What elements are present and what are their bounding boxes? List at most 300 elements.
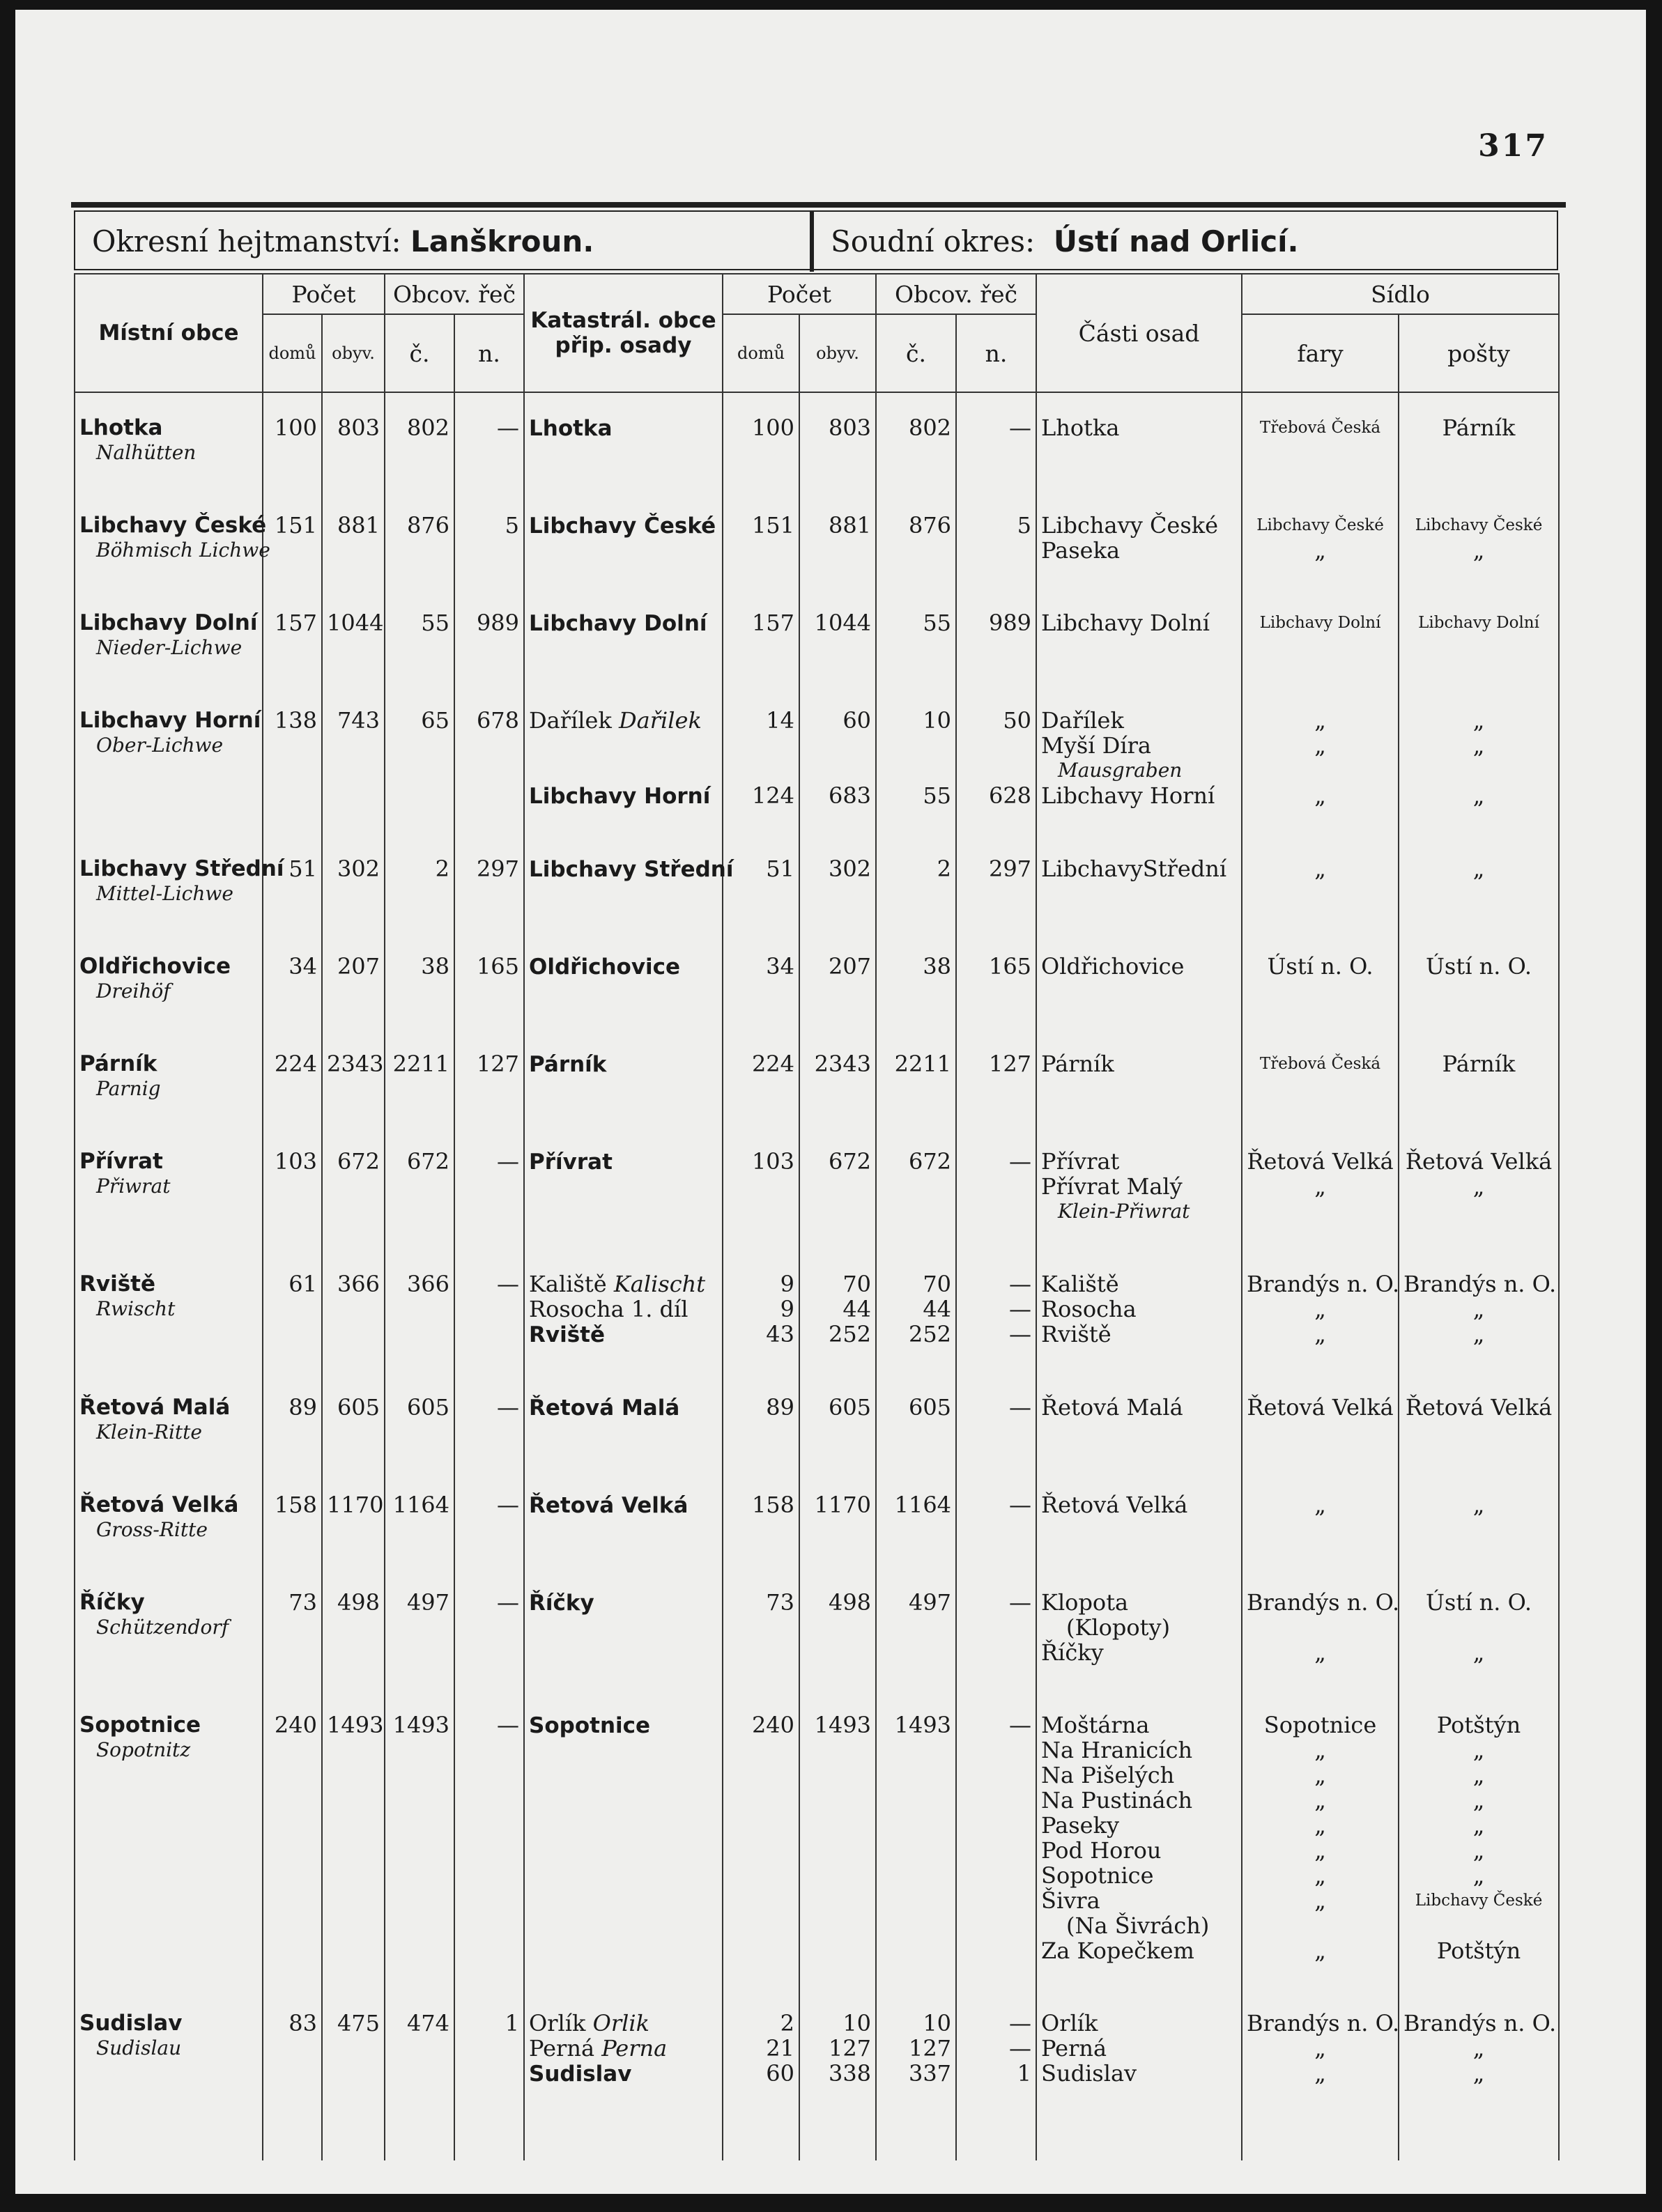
cadastral-de bbox=[956, 1568, 1036, 1690]
municipality-name: Libchavy Dolní bbox=[79, 610, 258, 635]
table-row bbox=[75, 931, 1559, 1029]
municipality-cz bbox=[385, 834, 454, 931]
cadastral-line bbox=[529, 1271, 718, 1297]
cadastral-de-value: 5 bbox=[1017, 512, 1032, 539]
part-name: Sopotnice bbox=[1041, 1862, 1154, 1889]
municipality-de bbox=[454, 686, 524, 834]
seat-post-value: „ bbox=[1472, 1492, 1485, 1518]
col-language-2: Obcov. řeč bbox=[876, 274, 1036, 314]
municipality-inhabitants-value: 605 bbox=[337, 1394, 380, 1421]
municipality-cell bbox=[75, 1568, 263, 1690]
cadastral-de bbox=[956, 1029, 1036, 1127]
cadastral-line bbox=[529, 954, 718, 980]
cadastral-line bbox=[529, 2061, 718, 2087]
cadastral-name: Sudislav bbox=[529, 2062, 632, 2087]
seat-parish-value: „ bbox=[1314, 707, 1326, 734]
municipality-name: Oldřichovice bbox=[79, 954, 231, 979]
municipality-cz-value: 55 bbox=[421, 610, 450, 636]
cadastral-cz-value: 55 bbox=[923, 610, 952, 636]
cadastral-cz-value: 802 bbox=[908, 415, 952, 441]
municipality-houses-value: 224 bbox=[274, 1051, 317, 1077]
part-name: Řetová Malá bbox=[1041, 1394, 1183, 1421]
municipality-table bbox=[74, 273, 1560, 2160]
part-name: Říčky bbox=[1041, 1639, 1104, 1666]
cadastral-cell bbox=[524, 1470, 723, 1568]
municipality-inhabitants-value: 207 bbox=[337, 953, 380, 980]
part-name: Paseky bbox=[1041, 1812, 1120, 1839]
cadastral-houses-value: 124 bbox=[751, 782, 795, 809]
cadastral-cz bbox=[876, 392, 956, 490]
col-parts: Části osad bbox=[1036, 274, 1242, 392]
table-row bbox=[75, 1127, 1559, 1249]
seat-parish-value bbox=[1247, 1615, 1394, 1640]
seat-post-value bbox=[1403, 1615, 1554, 1640]
cadastral-name: Libchavy České bbox=[529, 513, 716, 539]
municipality-cz bbox=[385, 1568, 454, 1690]
cadastral-inhabitants bbox=[799, 1988, 876, 2112]
parts-cell bbox=[1036, 1988, 1242, 2112]
municipality-de-value: 297 bbox=[476, 856, 520, 882]
seat-parish bbox=[1242, 1127, 1399, 1249]
cadastral-houses-value bbox=[728, 733, 794, 758]
municipality-german-name: Gross-Ritte bbox=[96, 1518, 208, 1541]
cadastral-name: Dařílek bbox=[529, 707, 612, 734]
spacer-cell bbox=[454, 2112, 524, 2160]
seat-parish-value: „ bbox=[1314, 1938, 1326, 1964]
municipality-houses-value: 157 bbox=[274, 610, 317, 636]
col-local-municipalities: Místní obce bbox=[75, 274, 263, 392]
municipality-cell bbox=[75, 490, 270, 588]
cadastral-name: Sopotnice bbox=[529, 1713, 651, 1738]
cadastral-line bbox=[529, 610, 718, 636]
cadastral-cz bbox=[876, 1127, 956, 1249]
spacer-cell bbox=[1036, 2112, 1242, 2160]
municipality-de-value: 989 bbox=[476, 610, 520, 636]
cadastral-houses bbox=[723, 834, 799, 931]
municipality-houses bbox=[263, 490, 322, 588]
part-name: Moštárna bbox=[1041, 1712, 1150, 1738]
seat-parish-value: „ bbox=[1314, 856, 1326, 882]
seat-parish-value: „ bbox=[1314, 1173, 1326, 1200]
municipality-cell bbox=[75, 931, 263, 1029]
municipality-de-value: 165 bbox=[476, 953, 520, 980]
seat-post bbox=[1399, 1470, 1559, 1568]
cadastral-cz bbox=[876, 1470, 956, 1568]
seat-post-value: Řetová Velká bbox=[1405, 1148, 1553, 1175]
municipality-cell bbox=[75, 686, 263, 834]
cadastral-inhabitants bbox=[799, 588, 876, 686]
seat-post-value bbox=[1403, 1199, 1554, 1224]
seat-post-value: Libchavy České bbox=[1415, 516, 1543, 534]
seat-parish-value: Sopotnice bbox=[1263, 1712, 1377, 1738]
cadastral-de bbox=[956, 490, 1036, 588]
col-german: n. bbox=[454, 314, 524, 392]
col-post: pošty bbox=[1399, 314, 1559, 392]
cadastral-line bbox=[529, 415, 718, 441]
municipality-cz bbox=[385, 686, 454, 834]
seat-parish-value bbox=[1247, 758, 1394, 783]
cadastral-inhabitants bbox=[799, 1568, 876, 1690]
seat-post-value: Libchavy Dolní bbox=[1418, 614, 1539, 632]
municipality-inhabitants bbox=[322, 1470, 385, 1568]
parts-cell bbox=[1036, 490, 1242, 588]
municipality-de-value: — bbox=[497, 1589, 520, 1616]
municipality-inhabitants bbox=[322, 490, 385, 588]
part-name: Sudislav bbox=[1041, 2060, 1137, 2087]
cadastral-houses bbox=[723, 931, 799, 1029]
cadastral-cz-value: 38 bbox=[923, 953, 952, 980]
cadastral-cz-value: 70 bbox=[923, 1271, 952, 1297]
municipality-de-value: — bbox=[497, 1492, 520, 1518]
municipality-name: Libchavy České bbox=[79, 513, 267, 538]
cadastral-cz bbox=[876, 1988, 956, 2112]
seat-parish bbox=[1242, 834, 1399, 931]
municipality-cell bbox=[75, 1470, 263, 1568]
cadastral-de-value: 165 bbox=[988, 953, 1032, 980]
municipality-de bbox=[454, 1568, 524, 1690]
part-name: Perná bbox=[1041, 2035, 1107, 2062]
cadastral-line bbox=[529, 2036, 718, 2061]
cadastral-inhabitants bbox=[799, 1690, 876, 1988]
header-divider bbox=[810, 212, 814, 272]
cadastral-de bbox=[956, 588, 1036, 686]
cadastral-houses bbox=[723, 686, 799, 834]
municipality-houses-value: 100 bbox=[274, 415, 317, 441]
spacer-cell bbox=[524, 2112, 723, 2160]
municipality-de bbox=[454, 1249, 524, 1372]
cadastral-name: Oldřichovice bbox=[529, 954, 681, 980]
cadastral-inhabitants-value bbox=[804, 758, 871, 783]
cadastral-line bbox=[529, 1149, 718, 1175]
cadastral-cell bbox=[524, 1988, 723, 2112]
seat-parish-value: „ bbox=[1314, 1837, 1326, 1864]
seat-parish bbox=[1242, 1372, 1399, 1470]
cadastral-inhabitants-value: 2343 bbox=[814, 1051, 872, 1077]
municipality-houses-value: 103 bbox=[274, 1148, 317, 1175]
seat-post-value: „ bbox=[1472, 1762, 1485, 1788]
part-name: Klopota bbox=[1041, 1589, 1129, 1616]
cadastral-inhabitants bbox=[799, 834, 876, 931]
cadastral-cz bbox=[876, 490, 956, 588]
seat-parish-value: Brandýs n. O. bbox=[1247, 1271, 1400, 1297]
municipality-inhabitants-value: 803 bbox=[337, 415, 380, 441]
seat-parish-value: „ bbox=[1314, 1862, 1326, 1889]
municipality-german-name: Nieder-Lichwe bbox=[96, 636, 243, 659]
cadastral-line bbox=[529, 1395, 718, 1421]
seat-parish-value: „ bbox=[1314, 1321, 1326, 1347]
seat-post-value: „ bbox=[1472, 1862, 1485, 1889]
seat-post bbox=[1399, 490, 1559, 588]
municipality-name: Sudislav bbox=[79, 2011, 183, 2036]
municipality-inhabitants bbox=[322, 834, 385, 931]
parts-cell bbox=[1036, 1029, 1242, 1127]
part-name: Myší Díra bbox=[1041, 732, 1151, 759]
seat-post-value: „ bbox=[1472, 1296, 1485, 1322]
cadastral-inhabitants-value: 60 bbox=[842, 707, 872, 734]
seat-post-value: „ bbox=[1472, 1737, 1485, 1763]
municipality-de bbox=[454, 1372, 524, 1470]
part-name: LibchavyStřední bbox=[1041, 856, 1227, 882]
cadastral-cell bbox=[524, 1372, 723, 1470]
cadastral-de-value: 628 bbox=[988, 782, 1032, 809]
cadastral-de-value: 1 bbox=[1017, 2060, 1032, 2087]
part-name: Paseka bbox=[1041, 537, 1121, 564]
seat-post bbox=[1399, 1690, 1559, 1988]
seat-post bbox=[1399, 1249, 1559, 1372]
cadastral-cz-value: 44 bbox=[923, 1296, 952, 1322]
cadastral-de bbox=[956, 1127, 1036, 1249]
seat-parish bbox=[1242, 1029, 1399, 1127]
municipality-inhabitants bbox=[322, 686, 385, 834]
part-name: Přívrat bbox=[1041, 1148, 1120, 1175]
parts-cell bbox=[1036, 588, 1242, 686]
seat-parish-value: „ bbox=[1314, 1762, 1326, 1788]
municipality-cz-value: 366 bbox=[406, 1271, 450, 1297]
municipality-german-name: Schützendorf bbox=[96, 1616, 229, 1639]
municipality-german-name: Dreihöf bbox=[96, 980, 171, 1003]
seat-parish-value: „ bbox=[1314, 1737, 1326, 1763]
cadastral-de-value: 127 bbox=[988, 1051, 1032, 1077]
municipality-cz-value: 2211 bbox=[392, 1051, 450, 1077]
seat-parish bbox=[1242, 1249, 1399, 1372]
municipality-houses-value: 34 bbox=[288, 953, 317, 980]
cadastral-cz-value: 10 bbox=[923, 707, 952, 734]
municipality-de-value: 678 bbox=[476, 707, 520, 734]
municipality-de-value: 5 bbox=[505, 512, 520, 539]
municipality-german-name: Nalhütten bbox=[96, 441, 197, 464]
part-name: Oldřichovice bbox=[1041, 953, 1185, 980]
cadastral-inhabitants-value: 683 bbox=[828, 782, 872, 809]
spacer-cell bbox=[263, 2112, 322, 2160]
municipality-inhabitants bbox=[322, 1568, 385, 1690]
municipality-cz-value: 497 bbox=[406, 1589, 450, 1616]
table-row bbox=[75, 1029, 1559, 1127]
municipality-inhabitants bbox=[322, 588, 385, 686]
cadastral-cz-value bbox=[881, 733, 951, 758]
seat-parish-value: „ bbox=[1314, 1787, 1326, 1813]
seat-post bbox=[1399, 834, 1559, 931]
part-name: (Na Šivrách) bbox=[1066, 1912, 1210, 1939]
cadastral-de-value bbox=[961, 758, 1031, 783]
cadastral-cell bbox=[524, 931, 723, 1029]
cadastral-cell bbox=[524, 1029, 723, 1127]
col-parish: fary bbox=[1242, 314, 1399, 392]
cadastral-inhabitants-value bbox=[804, 733, 871, 758]
part-name: Na Hranicích bbox=[1041, 1737, 1193, 1763]
cadastral-houses-value: 103 bbox=[751, 1148, 795, 1175]
parts-cell bbox=[1036, 686, 1242, 834]
cadastral-inhabitants bbox=[799, 931, 876, 1029]
municipality-name: Říčky bbox=[79, 1590, 145, 1615]
cadastral-line bbox=[529, 1322, 718, 1347]
cadastral-houses-value bbox=[728, 758, 794, 783]
cadastral-inhabitants-value: 302 bbox=[828, 856, 872, 882]
district-header bbox=[92, 224, 594, 258]
cadastral-cz-value: 1164 bbox=[894, 1492, 952, 1518]
municipality-german-name: Sopotnitz bbox=[96, 1738, 191, 1761]
municipality-cz bbox=[385, 1249, 454, 1372]
seat-post-value bbox=[1403, 1913, 1554, 1938]
cadastral-houses-value: 21 bbox=[766, 2035, 795, 2062]
municipality-de bbox=[454, 1029, 524, 1127]
part-name: Přívrat Malý bbox=[1041, 1173, 1183, 1200]
cadastral-houses-value: 89 bbox=[766, 1394, 795, 1421]
municipality-de bbox=[454, 1127, 524, 1249]
cadastral-inhabitants bbox=[799, 392, 876, 490]
municipality-cz-value: 1493 bbox=[392, 1712, 450, 1738]
municipality-houses bbox=[263, 1690, 322, 1988]
municipality-cell bbox=[75, 1372, 263, 1470]
cadastral-name: Orlík bbox=[529, 2010, 586, 2036]
cadastral-de-value: — bbox=[1009, 1271, 1032, 1297]
municipality-german-name: Böhmisch Lichwe bbox=[96, 539, 270, 562]
seat-parish-value: „ bbox=[1314, 2035, 1326, 2062]
part-name: Libchavy Horní bbox=[1041, 782, 1215, 809]
part-name: Lhotka bbox=[1041, 415, 1120, 441]
top-rule bbox=[71, 202, 1566, 208]
seat-post bbox=[1399, 588, 1559, 686]
cadastral-cz bbox=[876, 834, 956, 931]
cadastral-name: Párník bbox=[529, 1052, 607, 1077]
municipality-inhabitants bbox=[322, 1690, 385, 1988]
parts-cell bbox=[1036, 1249, 1242, 1372]
cadastral-name: Libchavy Horní bbox=[529, 784, 711, 809]
cadastral-inhabitants-value: 1044 bbox=[814, 610, 872, 636]
part-name: Orlík bbox=[1041, 2010, 1098, 2036]
col-houses-2: domů bbox=[723, 314, 799, 392]
municipality-cz bbox=[385, 1988, 454, 2112]
cadastral-inhabitants-value: 44 bbox=[842, 1296, 872, 1322]
municipality-german-name: Sudislau bbox=[96, 2036, 182, 2059]
municipality-de bbox=[454, 834, 524, 931]
municipality-cz bbox=[385, 1470, 454, 1568]
municipality-cz bbox=[385, 1127, 454, 1249]
header-row-1 bbox=[75, 274, 1559, 314]
cadastral-inhabitants-value: 1170 bbox=[814, 1492, 872, 1518]
municipality-inhabitants-value: 672 bbox=[337, 1148, 380, 1175]
cadastral-de-value: — bbox=[1009, 415, 1032, 441]
municipality-cz bbox=[385, 588, 454, 686]
cadastral-de bbox=[956, 1988, 1036, 2112]
cadastral-cz-value: 1493 bbox=[894, 1712, 952, 1738]
col-czech-2: č. bbox=[876, 314, 956, 392]
municipality-inhabitants-value: 1044 bbox=[327, 610, 384, 636]
municipality-inhabitants-value: 2343 bbox=[327, 1051, 384, 1077]
cadastral-cz-value: 497 bbox=[908, 1589, 952, 1616]
seat-parish-value bbox=[1247, 1199, 1394, 1224]
part-name: Libchavy Dolní bbox=[1041, 610, 1210, 636]
cadastral-line bbox=[529, 1492, 718, 1518]
cadastral-line bbox=[529, 708, 718, 733]
municipality-houses-value: 73 bbox=[288, 1589, 317, 1616]
seat-post bbox=[1399, 392, 1559, 490]
spacer-cell bbox=[799, 2112, 876, 2160]
cadastral-line bbox=[529, 1712, 718, 1738]
municipality-cz-value: 672 bbox=[406, 1148, 450, 1175]
cadastral-name: Řetová Velká bbox=[529, 1493, 688, 1518]
cadastral-name: Perná bbox=[529, 2035, 595, 2062]
spacer-cell bbox=[322, 2112, 385, 2160]
seat-post-value: „ bbox=[1472, 1173, 1485, 1200]
part-name: Mausgraben bbox=[1058, 759, 1183, 782]
cadastral-cell bbox=[524, 1568, 723, 1690]
cadastral-de-value: — bbox=[1009, 1712, 1032, 1738]
part-name: Párník bbox=[1041, 1051, 1114, 1077]
cadastral-line bbox=[529, 733, 718, 758]
municipality-inhabitants bbox=[322, 931, 385, 1029]
cadastral-de-value: — bbox=[1009, 1148, 1032, 1175]
cadastral-houses-value: 60 bbox=[766, 2060, 795, 2087]
cadastral-houses-value: 51 bbox=[766, 856, 795, 882]
table-row bbox=[75, 1249, 1559, 1372]
cadastral-inhabitants-value: 803 bbox=[828, 415, 872, 441]
seat-parish-value: Třebová Česká bbox=[1259, 1055, 1381, 1073]
municipality-cz bbox=[385, 1029, 454, 1127]
seat-post-value: Ústí n. O. bbox=[1425, 953, 1532, 980]
municipality-name: Řetová Velká bbox=[79, 1492, 239, 1517]
cadastral-de-value: 297 bbox=[988, 856, 1032, 882]
table-row bbox=[75, 1568, 1559, 1690]
municipality-german-name: Rwischt bbox=[96, 1297, 176, 1320]
cadastral-cz bbox=[876, 1249, 956, 1372]
cadastral-houses-value: 73 bbox=[766, 1589, 795, 1616]
municipality-cz bbox=[385, 490, 454, 588]
cadastral-inhabitants-value: 498 bbox=[828, 1589, 872, 1616]
col-language: Obcov. řeč bbox=[385, 274, 524, 314]
municipality-inhabitants bbox=[322, 392, 385, 490]
cadastral-cz-value: 2211 bbox=[894, 1051, 952, 1077]
seat-post-value: „ bbox=[1472, 2060, 1485, 2087]
table-row bbox=[75, 1372, 1559, 1470]
municipality-cz-value: 605 bbox=[406, 1394, 450, 1421]
cadastral-name: Řetová Malá bbox=[529, 1395, 680, 1421]
seat-post-value: Brandýs n. O. bbox=[1403, 1271, 1557, 1297]
seat-parish bbox=[1242, 392, 1399, 490]
cadastral-de-value: — bbox=[1009, 1492, 1032, 1518]
seat-parish-value: „ bbox=[1314, 1812, 1326, 1839]
spacer-cell bbox=[876, 2112, 956, 2160]
header-row-2 bbox=[75, 314, 1559, 392]
cadastral-german-name: Orlik bbox=[592, 2010, 649, 2036]
municipality-houses bbox=[263, 392, 322, 490]
cadastral-cz-value: 55 bbox=[923, 782, 952, 809]
cadastral-houses-value: 9 bbox=[780, 1271, 795, 1297]
cadastral-inhabitants-value: 207 bbox=[828, 953, 872, 980]
cadastral-cz-value: 2 bbox=[937, 856, 952, 882]
cadastral-cz bbox=[876, 1568, 956, 1690]
cadastral-name: Kaliště bbox=[529, 1271, 607, 1297]
municipality-cz-value: 1164 bbox=[392, 1492, 450, 1518]
cadastral-line bbox=[529, 513, 718, 539]
municipality-name: Rviště bbox=[79, 1271, 155, 1297]
cadastral-cz-value: 337 bbox=[908, 2060, 952, 2087]
municipality-houses bbox=[263, 1249, 322, 1372]
cadastral-cz bbox=[876, 1029, 956, 1127]
municipality-inhabitants bbox=[322, 1127, 385, 1249]
cadastral-cell bbox=[524, 1690, 723, 1988]
municipality-cell bbox=[75, 1988, 263, 2112]
part-name: Klein-Přiwrat bbox=[1058, 1200, 1190, 1223]
cadastral-cz bbox=[876, 931, 956, 1029]
municipality-houses-value: 138 bbox=[274, 707, 317, 734]
cadastral-line bbox=[529, 1590, 718, 1616]
cadastral-houses-value: 151 bbox=[751, 512, 795, 539]
municipality-cz bbox=[385, 1372, 454, 1470]
seat-parish-value: Řetová Velká bbox=[1247, 1394, 1394, 1421]
seat-parish bbox=[1242, 1568, 1399, 1690]
parts-cell bbox=[1036, 1690, 1242, 1988]
cadastral-name: Libchavy Dolní bbox=[529, 611, 707, 636]
